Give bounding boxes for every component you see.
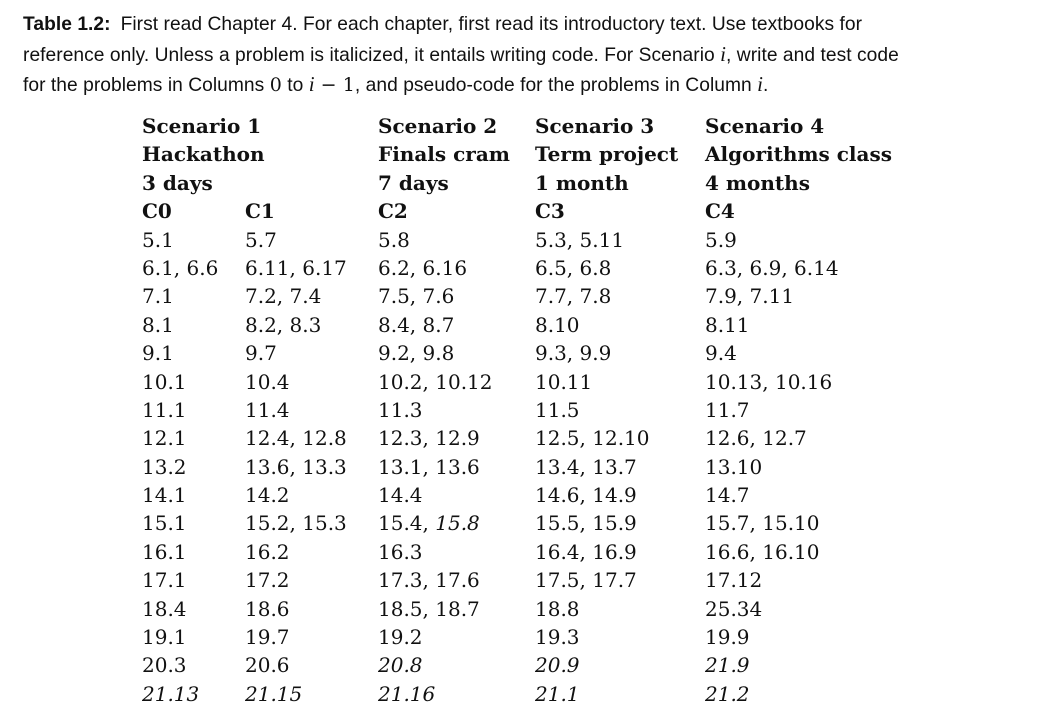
problem-code: 5.1 — [142, 227, 174, 252]
table-cell-c3 — [535, 396, 580, 424]
problem-code: 8.10 — [535, 312, 580, 337]
table-cell-c0 — [142, 595, 187, 623]
problem-code: 17.5, 17.7 — [535, 568, 637, 593]
column-header-c0: C0 — [142, 199, 172, 224]
table-cell-c4 — [705, 651, 750, 679]
table-cell-c3 — [535, 226, 624, 254]
table-cell-c0 — [142, 481, 187, 509]
problem-code: 11.3 — [378, 397, 423, 422]
problem-code: 15.7, 15.10 — [705, 511, 820, 536]
table-cell-c1 — [245, 396, 290, 424]
table-cell-c3 — [535, 481, 637, 509]
table-cell-c1 — [245, 680, 302, 708]
problem-code: 14.6, 14.9 — [535, 483, 637, 508]
table-cell-c0 — [142, 368, 187, 396]
table-cell-c1 — [245, 538, 290, 566]
problem-code: 8.2, 8.3 — [245, 312, 322, 337]
problem-code: 10.1 — [142, 369, 187, 394]
table-cell-c1 — [245, 566, 290, 594]
table-cell-c1 — [245, 226, 277, 254]
problem-code: 13.10 — [705, 454, 763, 479]
table-cell-c4 — [705, 595, 762, 623]
table-cell-c2 — [378, 339, 454, 367]
problem-code: 10.11 — [535, 369, 593, 394]
scenario-1-name: Scenario 1 — [142, 114, 262, 138]
problem-code: 12.1 — [142, 426, 187, 451]
problem-code: 5.9 — [705, 227, 737, 252]
table-cell-c1 — [245, 311, 321, 339]
column-header-c1: C1 — [245, 199, 275, 224]
scenario-1-duration: 3 days — [142, 170, 213, 195]
table-cell-c0 — [142, 396, 187, 424]
table-cell-c4 — [705, 424, 807, 452]
problem-code: 19.7 — [245, 625, 290, 650]
problem-code: 14.4 — [378, 483, 423, 508]
table-cell-c2 — [378, 396, 423, 424]
table-cell-c0 — [142, 311, 174, 339]
problem-code: 5.7 — [245, 227, 277, 252]
problem-pseudocode: 15.8 — [435, 511, 480, 536]
problem-code: 17.3, 17.6 — [378, 568, 480, 593]
table-cell-c4 — [705, 396, 750, 424]
problem-code: 7.2, 7.4 — [245, 284, 322, 309]
table-cell-c1 — [245, 623, 290, 651]
problem-code: 15.1 — [142, 511, 187, 536]
problem-code: 18.6 — [245, 596, 290, 621]
problem-code: 13.1, 13.6 — [378, 454, 480, 479]
table-cell-c2 — [378, 453, 480, 481]
problem-pseudocode: 20.8 — [378, 653, 423, 678]
table-caption — [23, 11, 1033, 101]
table-cell-c1 — [245, 339, 277, 367]
problem-code: 19.3 — [535, 625, 580, 650]
problem-code: 7.7, 7.8 — [535, 284, 612, 309]
problem-code: 7.5, 7.6 — [378, 284, 455, 309]
table-cell-c4 — [705, 680, 750, 708]
table-cell-c4 — [705, 481, 750, 509]
table-cell-c3 — [535, 254, 611, 282]
table-cell-c1 — [245, 509, 347, 537]
table-cell-c2 — [378, 651, 423, 679]
table-cell-c3 — [535, 538, 637, 566]
table-cell-c4 — [705, 538, 820, 566]
table-cell-c1 — [245, 453, 347, 481]
problem-code: 16.2 — [245, 539, 290, 564]
problem-code: 10.4 — [245, 369, 290, 394]
problem-code: 10.2, 10.12 — [378, 369, 493, 394]
problem-code: 12.3, 12.9 — [378, 426, 480, 451]
table-cell-c2 — [378, 282, 454, 310]
table-cell-c0 — [142, 453, 187, 481]
problem-code: 11.5 — [535, 397, 580, 422]
problem-pseudocode: 21.2 — [705, 681, 750, 706]
table-cell-c0 — [142, 680, 199, 708]
problem-code: 9.2, 9.8 — [378, 341, 455, 366]
problem-code: 8.1 — [142, 312, 174, 337]
problem-code: 11.4 — [245, 397, 290, 422]
problem-code: 18.8 — [535, 596, 580, 621]
table-cell-c0 — [142, 226, 174, 254]
table-cell-c3 — [535, 311, 580, 339]
table-cell-c2 — [378, 595, 480, 623]
scenario-3-name: Scenario 3 — [535, 114, 655, 138]
problem-code: 8.4, 8.7 — [378, 312, 455, 337]
problem-code: 15.2, 15.3 — [245, 511, 347, 536]
problem-code: 7.1 — [142, 284, 174, 309]
problem-code: 6.1, 6.6 — [142, 255, 219, 280]
scenario-2-name: Scenario 2 — [378, 114, 498, 138]
problem-code: 17.12 — [705, 568, 763, 593]
table-cell-c0 — [142, 254, 218, 282]
table-cell-c3 — [535, 368, 592, 396]
table-cell-c1 — [245, 254, 347, 282]
problem-code: 19.1 — [142, 625, 187, 650]
table-cell-c2 — [378, 481, 423, 509]
problem-code: 8.11 — [705, 312, 750, 337]
table-cell-c1 — [245, 595, 290, 623]
problem-code: 12.5, 12.10 — [535, 426, 650, 451]
table-cell-c0 — [142, 509, 187, 537]
table-cell-c4 — [705, 311, 750, 339]
scenario-3-type: Term project — [535, 142, 679, 167]
caption-line-2: reference only. Unless a problem is italicized, it entails writing code. For Scenario i, write and test code — [23, 41, 899, 66]
table-cell-c4 — [705, 226, 737, 254]
table-cell-c4 — [705, 623, 750, 651]
table-cell-c2 — [378, 509, 480, 537]
problem-code: 11.1 — [142, 397, 187, 422]
problem-code: 15.5, 15.9 — [535, 511, 637, 536]
table-cell-c1 — [245, 282, 321, 310]
problem-code: 6.5, 6.8 — [535, 255, 612, 280]
column-header-c2: C2 — [378, 199, 408, 224]
problem-code: 6.2, 6.16 — [378, 255, 468, 280]
problem-code: 13.4, 13.7 — [535, 454, 637, 479]
problem-code: 9.4 — [705, 341, 737, 366]
table-cell-c4 — [705, 368, 832, 396]
problem-pseudocode: 21.16 — [378, 681, 436, 706]
table-cell-c3 — [535, 623, 580, 651]
table-cell-c0 — [142, 424, 187, 452]
problem-code: 11.7 — [705, 397, 750, 422]
problem-code: 16.6, 16.10 — [705, 539, 820, 564]
problem-code: 6.11, 6.17 — [245, 255, 347, 280]
table-cell-c0 — [142, 538, 187, 566]
table-cell-c3 — [535, 651, 580, 679]
caption-line-1: Table 1.2: First read Chapter 4. For each chapter, first read its introductory text. Use textbooks for — [23, 14, 863, 35]
problem-code: 19.2 — [378, 625, 423, 650]
table-cell-c1 — [245, 424, 347, 452]
table-cell-c2 — [378, 538, 423, 566]
scenario-4-name: Scenario 4 — [705, 114, 825, 138]
problem-code: 13.2 — [142, 454, 187, 479]
problem-code: 18.4 — [142, 596, 187, 621]
table-cell-c0 — [142, 282, 174, 310]
table-cell-c1 — [245, 368, 290, 396]
table-cell-c4 — [705, 339, 737, 367]
problem-pseudocode: 20.9 — [535, 653, 580, 678]
problem-code: 25.34 — [705, 596, 763, 621]
caption-line-3: for the problems in Columns 0 to i − 1, and pseudo-code for the problems in Column i. — [23, 72, 769, 96]
problem-code: 18.5, 18.7 — [378, 596, 480, 621]
table-cell-c4 — [705, 282, 794, 310]
table-cell-c3 — [535, 339, 611, 367]
problem-pseudocode: 21.15 — [245, 681, 303, 706]
table-cell-c0 — [142, 623, 187, 651]
table-cell-c3 — [535, 566, 637, 594]
problem-code: 20.6 — [245, 653, 290, 678]
table-cell-c4 — [705, 509, 820, 537]
problem-code: 15.4, — [378, 511, 436, 536]
problem-code: 9.7 — [245, 341, 277, 366]
problem-code: 17.1 — [142, 568, 187, 593]
scenario-2-duration: 7 days — [378, 170, 449, 195]
table-cell-c0 — [142, 651, 187, 679]
problem-code: 13.6, 13.3 — [245, 454, 347, 479]
table-cell-c4 — [705, 566, 762, 594]
problem-code: 9.3, 9.9 — [535, 341, 612, 366]
scenario-2-type: Finals cram — [378, 142, 510, 167]
table-cell-c0 — [142, 339, 174, 367]
problem-code: 16.4, 16.9 — [535, 539, 637, 564]
scenario-4-duration: 4 months — [705, 170, 810, 195]
problem-code: 9.1 — [142, 341, 174, 366]
problem-code: 14.2 — [245, 483, 290, 508]
problem-code: 5.3, 5.11 — [535, 227, 625, 252]
table-cell-c2 — [378, 680, 435, 708]
problem-code: 5.8 — [378, 227, 410, 252]
table-cell-c3 — [535, 509, 637, 537]
table-cell-c1 — [245, 651, 290, 679]
problem-code: 14.1 — [142, 483, 187, 508]
table-cell-c3 — [535, 680, 580, 708]
problem-pseudocode: 21.1 — [535, 681, 580, 706]
table-cell-c2 — [378, 368, 493, 396]
table-cell-c3 — [535, 453, 637, 481]
table-cell-c2 — [378, 566, 480, 594]
problem-code: 6.3, 6.9, 6.14 — [705, 255, 839, 280]
table-cell-c2 — [378, 254, 467, 282]
table-cell-c2 — [378, 311, 454, 339]
table-cell-c2 — [378, 226, 410, 254]
column-header-c4: C4 — [705, 199, 735, 224]
scenario-1-type: Hackathon — [142, 142, 265, 167]
table-cell-c0 — [142, 566, 187, 594]
problem-code: 20.3 — [142, 653, 187, 678]
problem-code: 12.6, 12.7 — [705, 426, 807, 451]
problem-code: 19.9 — [705, 625, 750, 650]
table-cell-c2 — [378, 424, 480, 452]
problem-code: 12.4, 12.8 — [245, 426, 347, 451]
table-cell-c4 — [705, 453, 762, 481]
scenario-4-type: Algorithms class — [705, 142, 892, 167]
problem-pseudocode: 21.9 — [705, 653, 750, 678]
problem-code: 14.7 — [705, 483, 750, 508]
caption-label: Table 1.2: — [23, 14, 111, 35]
problem-code: 16.1 — [142, 539, 187, 564]
scenario-3-duration: 1 month — [535, 170, 629, 195]
table-cell-c2 — [378, 623, 423, 651]
table-cell-c4 — [705, 254, 839, 282]
table-cell-c3 — [535, 424, 650, 452]
table-cell-c3 — [535, 282, 611, 310]
table-cell-c1 — [245, 481, 290, 509]
column-header-c3: C3 — [535, 199, 565, 224]
problem-pseudocode: 21.13 — [142, 681, 200, 706]
table-cell-c3 — [535, 595, 580, 623]
problem-code: 17.2 — [245, 568, 290, 593]
problem-code: 10.13, 10.16 — [705, 369, 833, 394]
problem-code: 7.9, 7.11 — [705, 284, 795, 309]
problem-code: 16.3 — [378, 539, 423, 564]
